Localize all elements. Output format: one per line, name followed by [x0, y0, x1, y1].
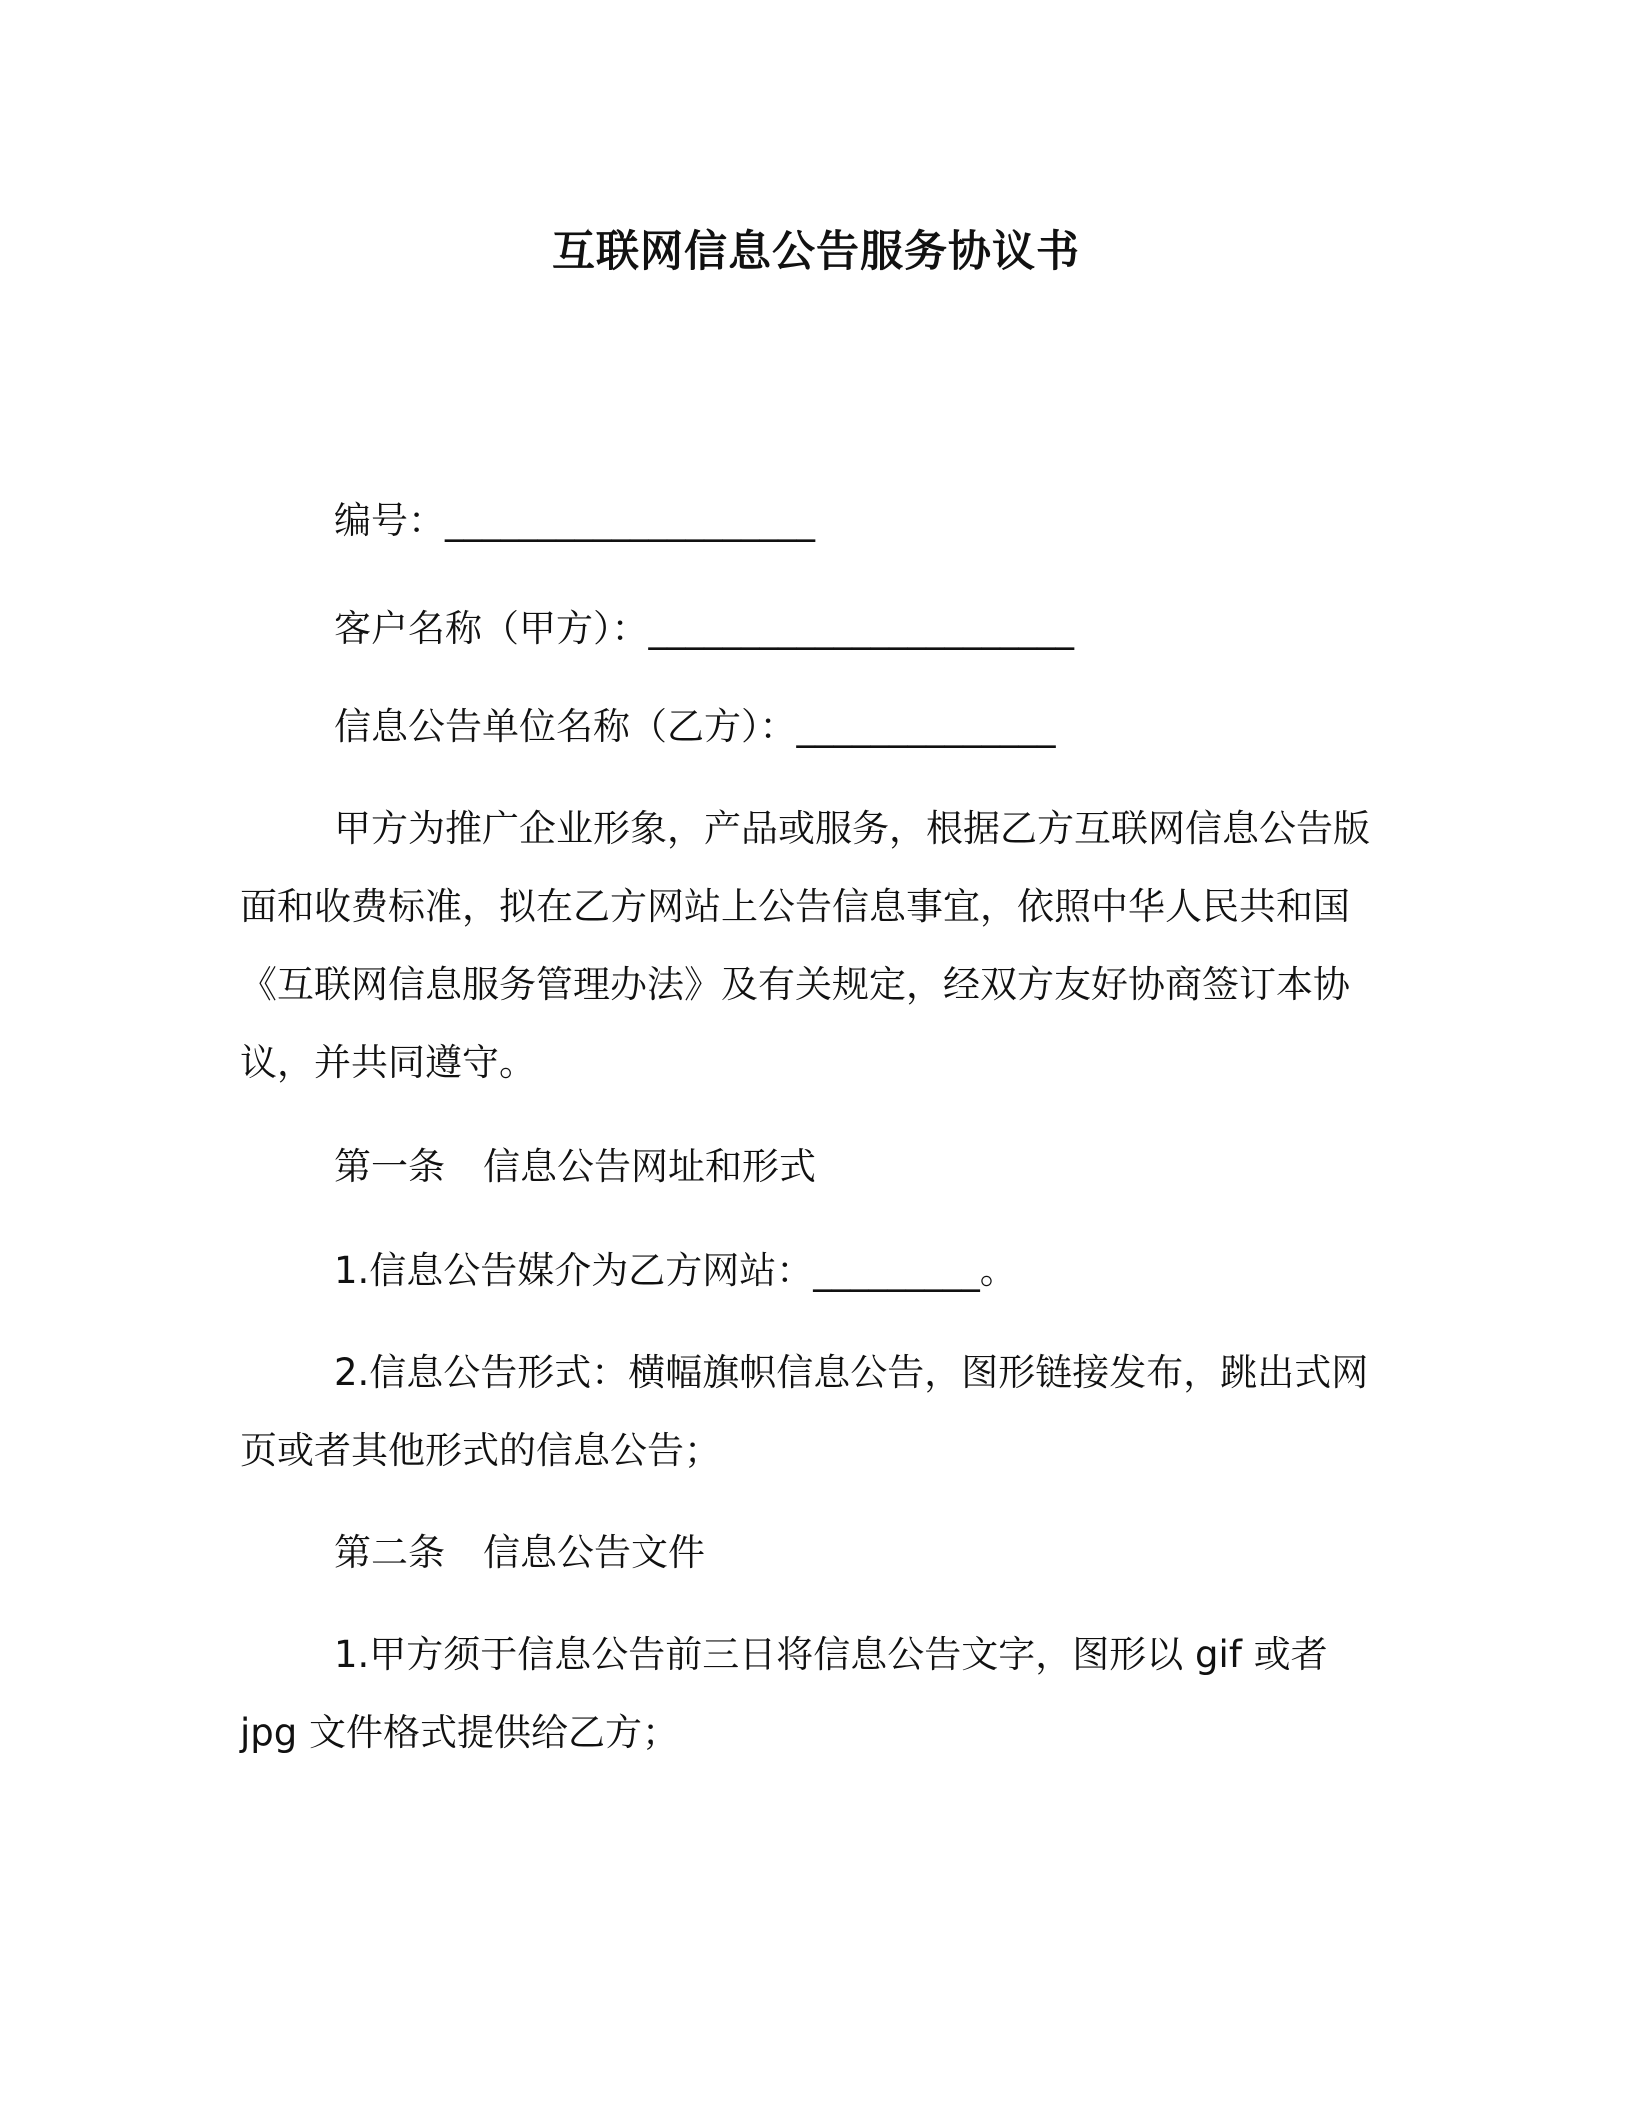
paragraph-line: 议，并共同遵守。: [240, 1041, 536, 1084]
article-title: 信息公告文件: [483, 1531, 705, 1574]
article-number: 第一条: [334, 1145, 445, 1188]
paragraph-line: 2.信息公告形式：横幅旗帜信息公告，图形链接发布，跳出式网: [334, 1351, 1369, 1394]
paragraph-line: 甲方为推广企业形象，产品或服务，根据乙方互联网信息公告版: [334, 807, 1370, 850]
paragraph-line: 面和收费标准，拟在乙方网站上公告信息事宜，依照中华人民共和国: [240, 885, 1350, 928]
field-number: 编号：____________________: [334, 499, 815, 542]
field-party-a: 客户名称（甲方）：_______________________: [334, 607, 1074, 650]
article-1-heading: [334, 1128, 816, 1206]
field-party-b: 信息公告单位名称（乙方）：______________: [334, 705, 1056, 748]
article-number: 第二条: [334, 1531, 445, 1574]
paragraph-line: 1.甲方须于信息公告前三日将信息公告文字，图形以 gif 或者: [334, 1633, 1328, 1676]
paragraph-line: jpg 文件格式提供给乙方；: [240, 1711, 680, 1754]
paragraph-line: 页或者其他形式的信息公告；: [240, 1429, 721, 1472]
article-1-item-1: 1.信息公告媒介为乙方网站：_________。: [334, 1249, 1017, 1292]
article-2-heading: [334, 1514, 705, 1592]
paragraph-line: 《互联网信息服务管理办法》及有关规定，经双方友好协商签订本协: [240, 963, 1350, 1006]
article-title: 信息公告网址和形式: [483, 1145, 816, 1188]
document-title: 互联网信息公告服务协议书: [552, 227, 1080, 277]
